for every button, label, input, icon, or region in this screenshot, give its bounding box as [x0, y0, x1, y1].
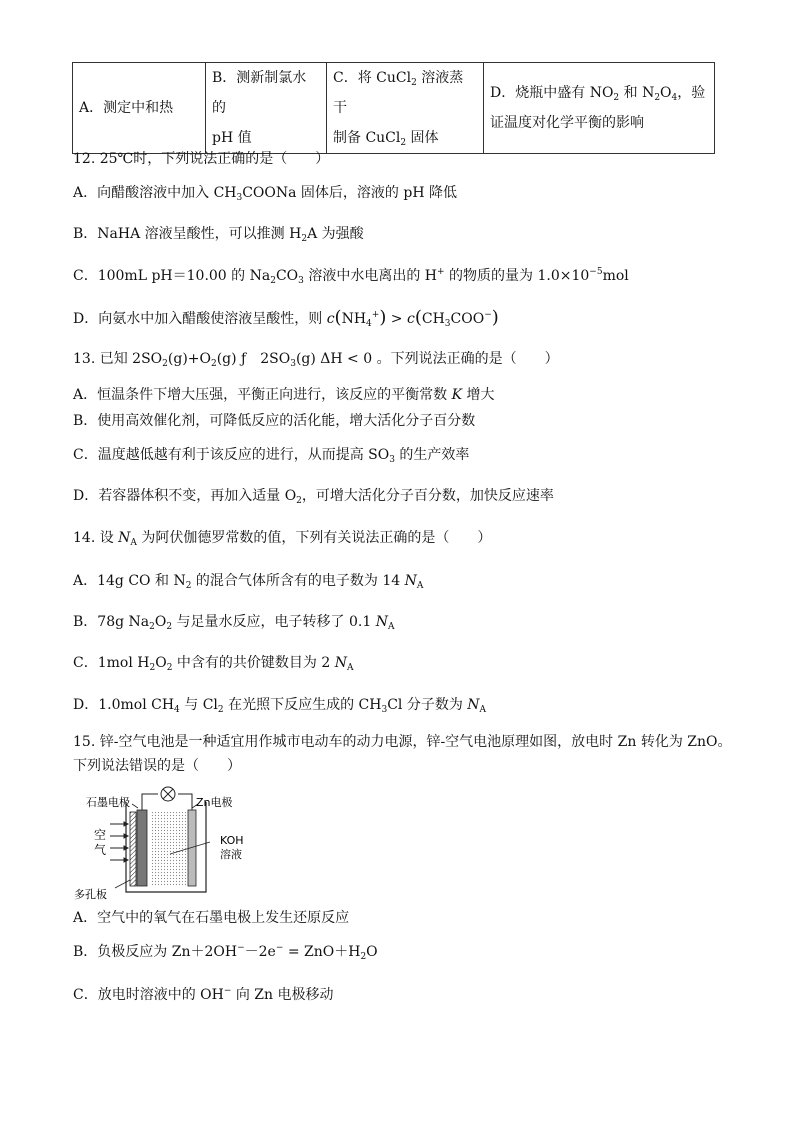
- zinc-air-battery-diagram: [70, 784, 270, 906]
- option-cell-b: [206, 63, 327, 154]
- q12-option-b: B．NaHA 溶液呈酸性，可以推测 $H_2A$ 为强酸: [73, 226, 364, 244]
- option-c-line2: 制备 CuCl$_2$ 固体: [333, 130, 439, 148]
- q15-option-c: C．放电时溶液中的 OH− 向 Zn 电极移动: [73, 986, 334, 1003]
- label-solution: 溶液: [220, 848, 242, 861]
- porous-plate: [130, 812, 136, 886]
- option-d-line2: 证温度对化学平衡的影响: [490, 115, 644, 131]
- q15-option-b: B．负极反应为 $Zn+2OH^--2e^- = ZnO+H_2O$: [73, 943, 378, 962]
- label-air-2: 气: [94, 843, 107, 857]
- q12-option-a: A．向醋酸溶液中加入 $CH_3COONa$ 固体后，溶液的 pH 降低: [73, 185, 458, 203]
- option-cell-d: [484, 63, 715, 154]
- electrolyte: [150, 812, 188, 886]
- option-d-line1: D．烧瓶中盛有 $NO_2$ 和 $N_2O_4$，验: [490, 85, 706, 103]
- q13-option-b: B．使用高效催化剂，可降低反应的活化能，增大活化分子百分数: [73, 413, 476, 429]
- option-a-text: A．测定中和热: [79, 100, 174, 116]
- q14-stem: 14. 设 $N_A$ 为阿伏伽德罗常数的值，下列有关说法正确的是（ ）: [73, 530, 492, 548]
- graphite-electrode: [137, 810, 147, 886]
- options-table: [72, 62, 715, 154]
- label-air-1: 空: [94, 828, 107, 842]
- label-porous: 多孔板: [74, 888, 107, 901]
- label-graphite: 石墨电极: [86, 796, 130, 809]
- q14-option-b: B．78g $Na_2O_2$ 与足量水反应，电子转移了 0.1 $N_A$: [73, 614, 395, 632]
- q15-stem-line1: 15. 锌-空气电池是一种适宜用作城市电动车的动力电源，锌-空气电池原理如图，放电时 Zn 转化为 ZnO。: [73, 734, 732, 750]
- q13-option-a: A．恒温条件下增大压强，平衡正向进行，该反应的平衡常数 K 增大: [73, 387, 495, 403]
- q15-stem-line2: 下列说法错误的是（ ）: [73, 758, 241, 774]
- q12-option-d: D．向氨水中加入醋酸使溶液呈酸性，则 $c(NH_4^+) > c(CH_3COO^-)$: [73, 307, 499, 329]
- label-koh: KOH: [220, 834, 244, 847]
- q13-option-d: D．若容器体积不变，再加入适量 $O_2$，可增大活化分子百分数，加快反应速率: [73, 488, 554, 506]
- q13-option-c: C．温度越低越有利于该反应的进行，从而提高 $SO_3$ 的生产效率: [73, 447, 470, 465]
- q14-option-c: C．1mol $H_2O_2$ 中含有的共价键数目为 2 $N_A$: [73, 655, 354, 673]
- option-cell-a: [73, 63, 206, 154]
- q14-option-a: A．14g CO 和 $N_2$ 的混合气体所含有的电子数为 14 $N_A$: [73, 573, 424, 591]
- lamp-icon: [161, 787, 175, 801]
- q12-stem: 12. 25℃时，下列说法正确的是（ ）: [73, 151, 330, 167]
- label-zn: Zn电极: [196, 796, 233, 809]
- air-arrows: [110, 822, 128, 862]
- option-c-line1: C．将 CuCl$_2$ 溶液蒸干: [333, 70, 464, 116]
- option-b-line1: B．测新制氯水的: [212, 70, 307, 116]
- q15-option-a: A．空气中的氧气在石墨电极上发生还原反应: [73, 910, 350, 926]
- option-cell-c: [327, 63, 484, 154]
- q13-stem: 13. 已知 $2SO_2(g)+O_2(g)$ ƒ $2SO_3(g) \Delta H < 0$ 。下列说法正确的是（ ）: [73, 351, 559, 369]
- option-b-line2: pH 值: [212, 130, 252, 146]
- q12-option-c: C．100mL pH＝10.00 的 $Na_2CO_3$ 溶液中水电离出的 H+ 的物质的量为 $1.0\times 10^{-5}mol$: [73, 267, 629, 286]
- q14-option-d: D．1.0mol $CH_4$ 与 $Cl_2$ 在光照下反应生成的 $CH_3Cl$ 分子数为 $N_A$: [73, 697, 487, 715]
